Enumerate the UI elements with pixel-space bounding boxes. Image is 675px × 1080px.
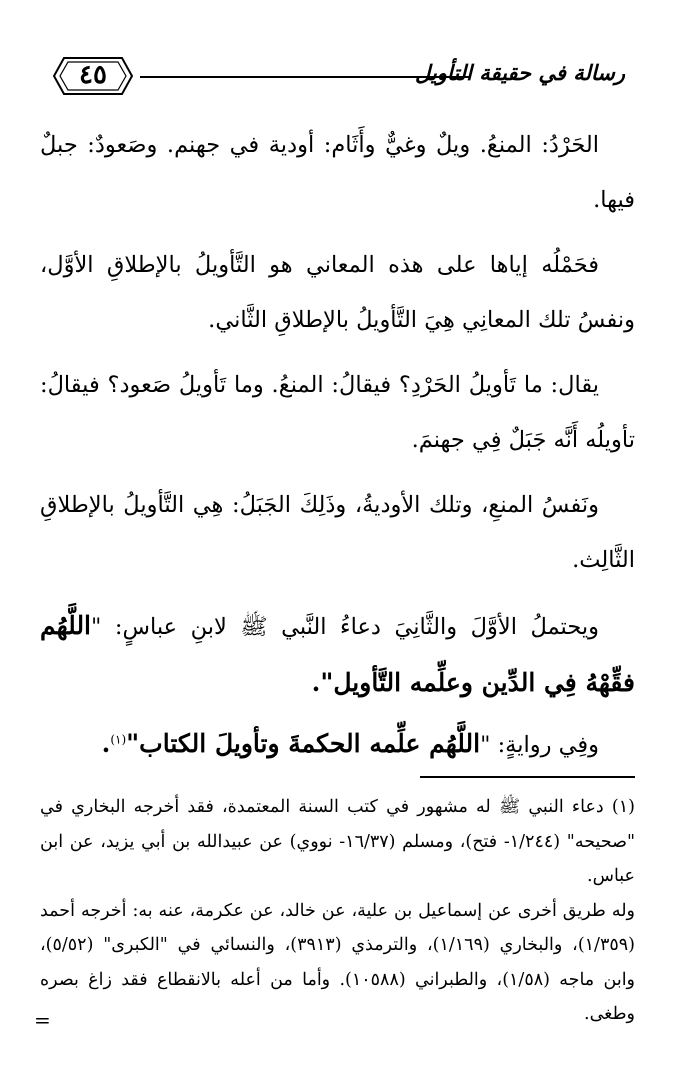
main-text: [40, 118, 635, 783]
hadith-2-end: ": [126, 729, 140, 758]
paragraph-1: الحَرْدُ: المنعُ. ويلٌ وغيٌّ وأَثَام: أودية في جهنم. وصَعودٌ: جبلٌ فيها.: [40, 132, 635, 213]
paragraph-hadith-1: [40, 598, 635, 712]
hadith-1-intro: ويحتملُ الأوَّلَ والثَّانِيَ دعاءُ النَّبي ﷺ لابنِ عباسٍ: ": [91, 614, 599, 640]
footnote-divider: [420, 776, 635, 778]
footnote-line: (١) دعاء النبي ﷺ له مشهور في كتب السنة المعتمدة، فقد أخرجه البخاري في "صحيحه" (١/٢٤٤- فتح)، ومسلم (١٦/٣٧- نووي) عن عبيدالله بن أبي يزيد، عن ابن عباس.: [40, 797, 635, 886]
hadith-2-intro: وفِي روايةٍ: ": [480, 732, 599, 758]
hadith-2-period: .: [101, 729, 111, 758]
paragraph-4: ونَفسُ المنعِ، وتلك الأوديةُ، وذَلِكَ الجَبَلُ: هِي التَّأويلُ بالإطلاقِ الثَّالِث.: [40, 492, 635, 573]
hadith-2-text: اللَّهُم علِّمه الحكمةَ وتأويلَ الكتاب: [139, 729, 481, 758]
hadith-1-text: اللَّهُم فقِّهْهُ فِي الدِّين وعلِّمه التَّأويل: [40, 611, 635, 697]
paragraph-3: يقال: ما تَأويلُ الحَرْدِ؟ فيقالُ: المنعُ. وما تَأويلُ صَعود؟ فيقالُ: تأويلُه أَنَّه جَبَلٌ فِي جهنمَ.: [40, 372, 635, 453]
page-number: ٤٥: [79, 60, 107, 90]
footnote-line: وله طريق أخرى عن إسماعيل بن علية، عن خالد، عن عكرمة، عنه به: أخرجه أحمد (١/٣٥٩)، والبخاري (١/١٦٩)، والترمذي (٣٩١٣)، والنسائي في "الكبرى" (٥/٥٢)، وابن ماجه (١/٥٨)، والطبراني (١٠٥٨٨). وأما من أعله بالانقطاع فقد زاغ بصره وطغى.: [40, 900, 636, 1024]
footnotes: [40, 790, 635, 1032]
page-header: [0, 48, 675, 108]
hadith-1-end: ".: [311, 668, 334, 697]
continuation-mark: =: [34, 1008, 51, 1032]
footnote-ref: (١): [110, 732, 127, 747]
page-number-badge: [52, 54, 134, 98]
paragraph-2: فحَمْلُه إياها على هذه المعاني هو التَّأويلُ بالإطلاقِ الأوَّل، ونفسُ تلك المعانِي هِيَ التَّأويلُ بالإطلاقِ الثَّاني.: [40, 252, 635, 333]
running-title: رسالة في حقيقة التأويل: [415, 60, 625, 85]
paragraph-hadith-2: [40, 716, 635, 773]
